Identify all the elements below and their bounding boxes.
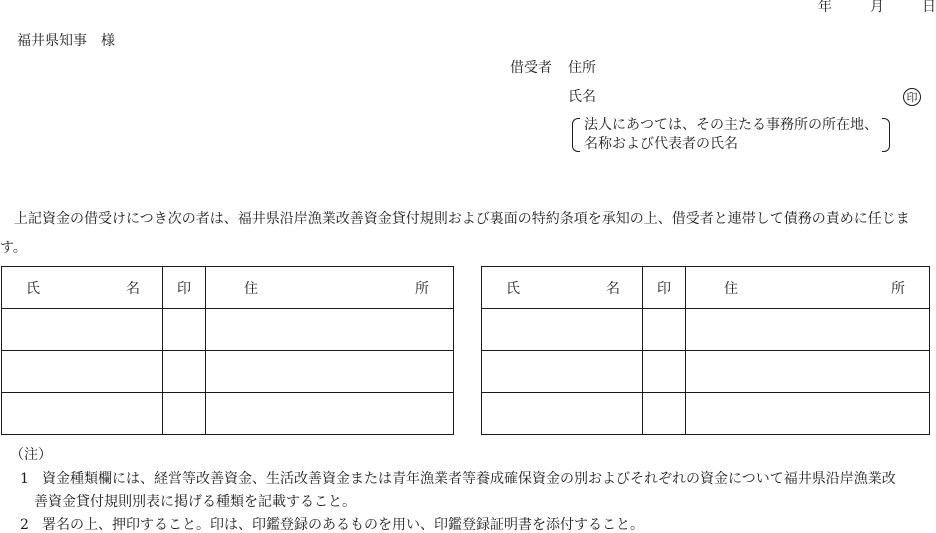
guarantor-table-right <box>481 266 930 435</box>
address-cell[interactable] <box>206 309 454 351</box>
header-name-2: 名 <box>126 280 140 297</box>
seal-cell[interactable] <box>643 393 686 435</box>
header-address-1: 住 <box>244 280 258 297</box>
name-cell[interactable] <box>2 393 163 435</box>
header-name-1: 氏 <box>506 280 520 297</box>
note-text-line1: 署名の上、押印すること。印は、印鑑登録のあるものを用い、印鑑登録証明書を添付すること。 <box>42 517 644 533</box>
borrower-label: 借受者 <box>510 60 552 76</box>
borrower-name-label: 氏名 <box>568 89 596 105</box>
table-row <box>2 393 454 435</box>
borrower-address-label: 住所 <box>568 60 596 76</box>
table-row <box>482 309 930 351</box>
header-name-2: 名 <box>606 280 620 297</box>
date-day-label: 日 <box>922 0 936 15</box>
date-year-label: 年 <box>818 0 832 15</box>
statement-text: 上記資金の借受けにつき次の者は、福井県沿岸漁業改善資金貸付規則および裏面の特約条項を承知の上、借受者と連帯して債務の責めに任じます。 <box>0 211 910 256</box>
corporate-note <box>572 116 878 154</box>
note-number: 2 <box>20 517 29 533</box>
address-cell[interactable] <box>206 351 454 393</box>
statement-paragraph <box>0 205 934 263</box>
header-name-1: 氏 <box>26 280 40 297</box>
name-cell[interactable] <box>2 351 163 393</box>
table-row <box>2 351 454 393</box>
header-address-2: 所 <box>891 280 905 297</box>
note-text-line1: 資金種類欄には、経営等改善資金、生活改善資金または青年漁業者等養成確保資金の別およびそれぞれの資金について福井県沿岸漁業改 <box>42 471 896 487</box>
table-header-row <box>482 267 930 309</box>
address-cell[interactable] <box>206 393 454 435</box>
header-address-1: 住 <box>724 280 738 297</box>
name-cell[interactable] <box>482 393 643 435</box>
date-month-label: 月 <box>870 0 884 15</box>
name-cell[interactable] <box>482 351 643 393</box>
name-cell[interactable] <box>482 309 643 351</box>
header-address-cell <box>686 267 930 309</box>
note-item-1 <box>20 472 896 486</box>
seal-mark-icon: 印 <box>903 88 921 106</box>
seal-cell[interactable] <box>163 351 206 393</box>
table-row <box>2 309 454 351</box>
address-cell[interactable] <box>686 393 930 435</box>
address-cell[interactable] <box>686 309 930 351</box>
note-item-2 <box>20 518 644 532</box>
corporate-note-line1: 法人にあつては、その主たる事務所の所在地、 <box>584 117 878 133</box>
note-number: 1 <box>20 471 29 487</box>
seal-cell[interactable] <box>643 351 686 393</box>
table-row <box>482 351 930 393</box>
seal-cell[interactable] <box>643 309 686 351</box>
addressee: 福井県知事 様 <box>17 33 115 49</box>
table-header-row <box>2 267 454 309</box>
right-bracket <box>882 118 890 152</box>
header-name-cell <box>482 267 643 309</box>
seal-cell[interactable] <box>163 309 206 351</box>
header-address-cell <box>206 267 454 309</box>
address-cell[interactable] <box>686 351 930 393</box>
header-name-cell <box>2 267 163 309</box>
guarantor-table-left <box>1 266 454 435</box>
date-line <box>818 0 936 14</box>
header-seal-cell: 印 <box>163 267 206 309</box>
table-row <box>482 393 930 435</box>
corporate-note-line2: 名称および代表者の氏名 <box>584 136 738 152</box>
note-item-1-cont: 善資金貸付規則別表に掲げる種類を記載すること。 <box>34 494 356 510</box>
name-cell[interactable] <box>2 309 163 351</box>
header-seal-cell: 印 <box>643 267 686 309</box>
seal-cell[interactable] <box>163 393 206 435</box>
notes-heading: （注） <box>10 447 52 463</box>
header-address-2: 所 <box>415 280 429 297</box>
